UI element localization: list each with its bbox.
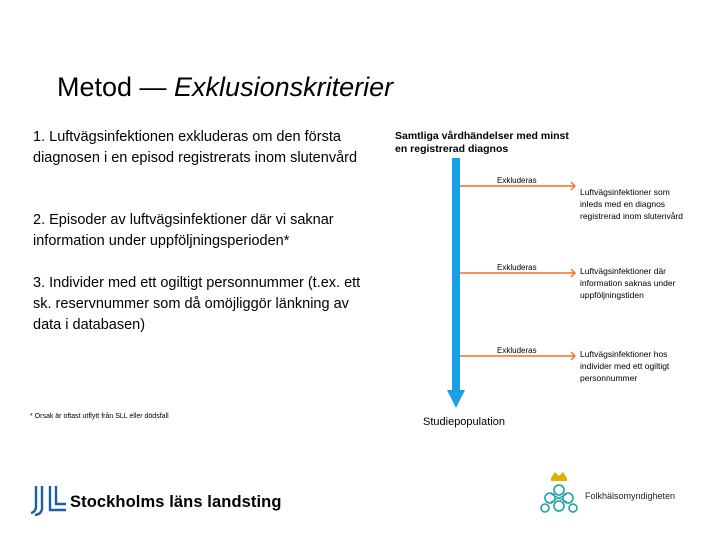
criterion-text: Episoder av luftvägsinfektioner där vi saknar information under uppföljningsperioden*	[33, 212, 334, 249]
title-main: Metod —	[57, 72, 175, 102]
criterion-1	[33, 127, 378, 169]
flow-top-label: Samtliga vårdhändelser med minst en registrerad diagnos	[395, 130, 569, 155]
criterion-number: 3.	[33, 275, 46, 291]
fhm-logo-icon	[535, 468, 583, 518]
flow-arrow	[447, 158, 587, 410]
fhm-logo-text: Folkhälsomyndigheten	[585, 491, 676, 501]
branch-label-3: Exkluderas	[497, 346, 537, 355]
branch-label-2: Exkluderas	[497, 263, 537, 272]
slide-title	[57, 72, 393, 103]
sll-logo-text: Stockholms läns landsting	[70, 493, 282, 511]
arrow-head	[447, 390, 465, 408]
branch-description-2: Luftvägsinfektioner där information saknas under uppföljningstiden	[580, 266, 676, 300]
branch-description-1: Luftvägsinfektioner som inleds med en diagnos registrerad inom slutenvård	[580, 187, 683, 221]
criterion-2	[33, 210, 378, 252]
branch-description-3: Luftvägsinfektioner hos individer med ett ogiltigt personnummer	[580, 349, 670, 383]
criterion-number: 1.	[33, 129, 46, 145]
sll-logo-icon	[30, 484, 68, 516]
criterion-text: Luftvägsinfektionen exkluderas om den första diagnosen i en episod registrerats inom slutenvård	[33, 129, 358, 166]
criterion-text: Individer med ett ogiltigt personnummer (t.ex. ett sk. reservnummer som då omöjliggör länkning av data i databasen)	[33, 275, 361, 333]
branch-label-1: Exkluderas	[497, 176, 537, 185]
criterion-3	[33, 273, 378, 336]
arrow-shaft	[452, 158, 460, 390]
study-population-label: Studiepopulation	[423, 416, 505, 428]
footnote: * Orsak är oftast utflytt från SLL eller dödsfall	[30, 413, 169, 420]
criterion-number: 2.	[33, 212, 46, 228]
title-italic: Exklusionskriterier	[174, 72, 394, 102]
